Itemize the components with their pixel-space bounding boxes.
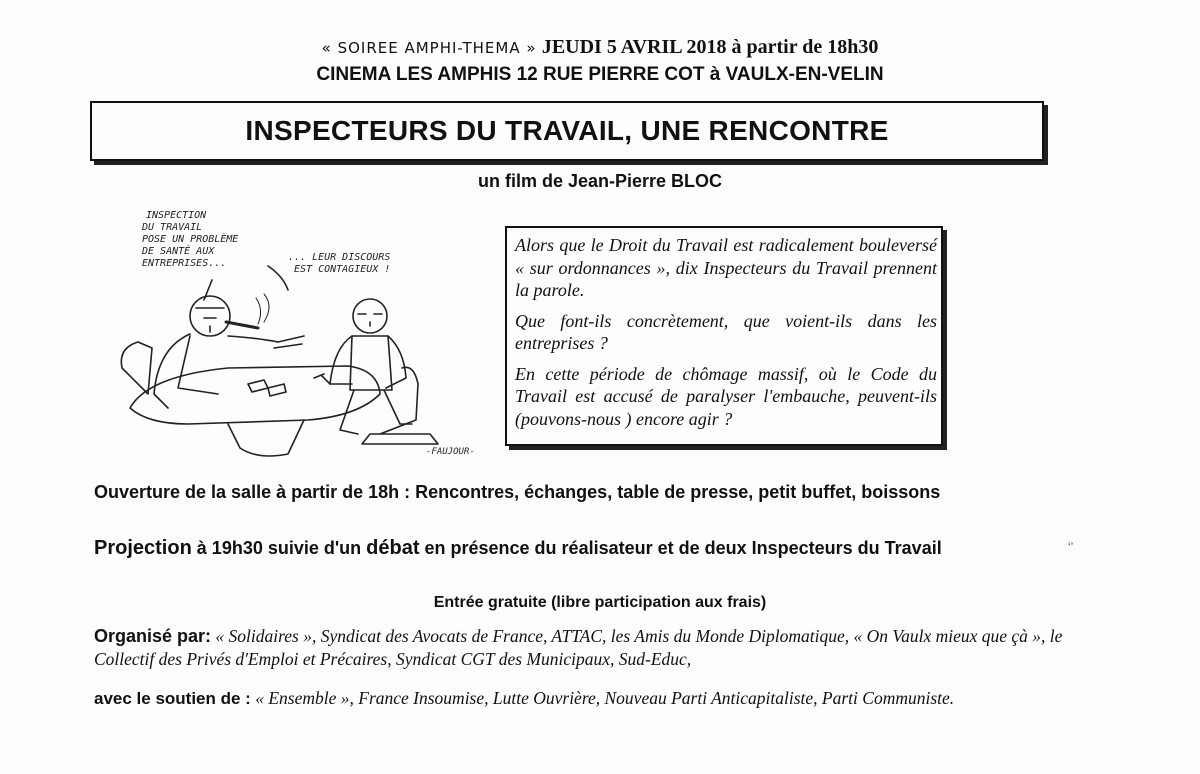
supporters-label: avec le soutien de : xyxy=(94,689,251,708)
scan-mark: ‘’ xyxy=(1068,540,1074,554)
bubble2-line1: ... LEUR DISCOURS xyxy=(288,252,391,263)
organizers-label: Organisé par: xyxy=(94,626,212,646)
projection-text-1: à 19h30 suivie d'un xyxy=(191,538,367,558)
organizers xyxy=(94,625,1084,671)
film-director: un film de Jean-Pierre BLOC xyxy=(477,171,723,191)
film-title: INSPECTEURS DU TRAVAIL, UNE RENCONTRE xyxy=(245,115,889,146)
synopsis-paragraph-1: Alors que le Droit du Travail est radicalement bouleversé « sur ordonnances », dix Inspecteurs du Travail prennent la parole. xyxy=(515,235,937,300)
desk xyxy=(130,366,380,424)
cigar xyxy=(226,322,258,328)
supporters-list: « Ensemble », France Insoumise, Lutte Ouvrière, Nouveau Parti Anticapitaliste, Parti Communiste. xyxy=(250,688,955,708)
bubble1-line2: DU TRAVAIL xyxy=(142,222,203,233)
cartoon-illustration xyxy=(108,198,478,468)
projection-text-2: en présence du réalisateur et de deux Inspecteurs du Travail xyxy=(419,538,942,558)
inspector-head xyxy=(353,299,387,333)
event-header xyxy=(0,36,1200,59)
venue-line: CINEMA LES AMPHIS 12 RUE PIERRE COT à VAULX-EN-VELIN xyxy=(316,64,884,85)
projection-info xyxy=(94,535,1074,562)
opening-info: Ouverture de la salle à partir de 18h : Rencontres, échanges, table de presse, petit buffet, boissons xyxy=(94,482,941,502)
synopsis-paragraph-3: En cette période de chômage massif, où le Code du Travail est accusé de paralyser l'embauche, peuvent-ils (pouvons-nous ) encore agir ? xyxy=(515,363,937,429)
bubble1-line5: ENTREPRISES... xyxy=(142,258,227,269)
debate-word: débat xyxy=(366,537,420,559)
cartoonist-signature: -FAUJOUR- xyxy=(426,447,475,457)
event-date: JEUDI 5 AVRIL 2018 à partir de 18h30 xyxy=(541,36,879,58)
organizers-list: « Solidaires », Syndicat des Avocats de France, ATTAC, les Amis du Monde Diplomatique, « On Vaulx mieux que çà », le Collectif des Privés d'Emploi et Précaires, Syndicat CGT des Municipaux, Sud-Educ, xyxy=(94,626,1063,669)
entry-info: Entrée gratuite (libre participation aux frais) xyxy=(433,594,767,611)
bubble2-line2: EST CONTAGIEUX ! xyxy=(294,264,391,275)
film-title-box xyxy=(90,101,1044,161)
synopsis-paragraph-2: Que font-ils concrètement, que voient-ils dans les entreprises ? xyxy=(515,310,937,353)
bubble1-line1: INSPECTION xyxy=(146,210,207,221)
event-name: « SOIREE AMPHI-THEMA » xyxy=(321,39,537,57)
bubble1-line3: POSE UN PROBLÈME xyxy=(142,234,239,245)
speech-tail xyxy=(204,266,288,300)
projection-word: Projection xyxy=(94,537,192,559)
bubble1-line4: DE SANTÉ AUX xyxy=(142,246,215,257)
synopsis-box xyxy=(505,226,943,446)
supporters xyxy=(94,688,1084,709)
